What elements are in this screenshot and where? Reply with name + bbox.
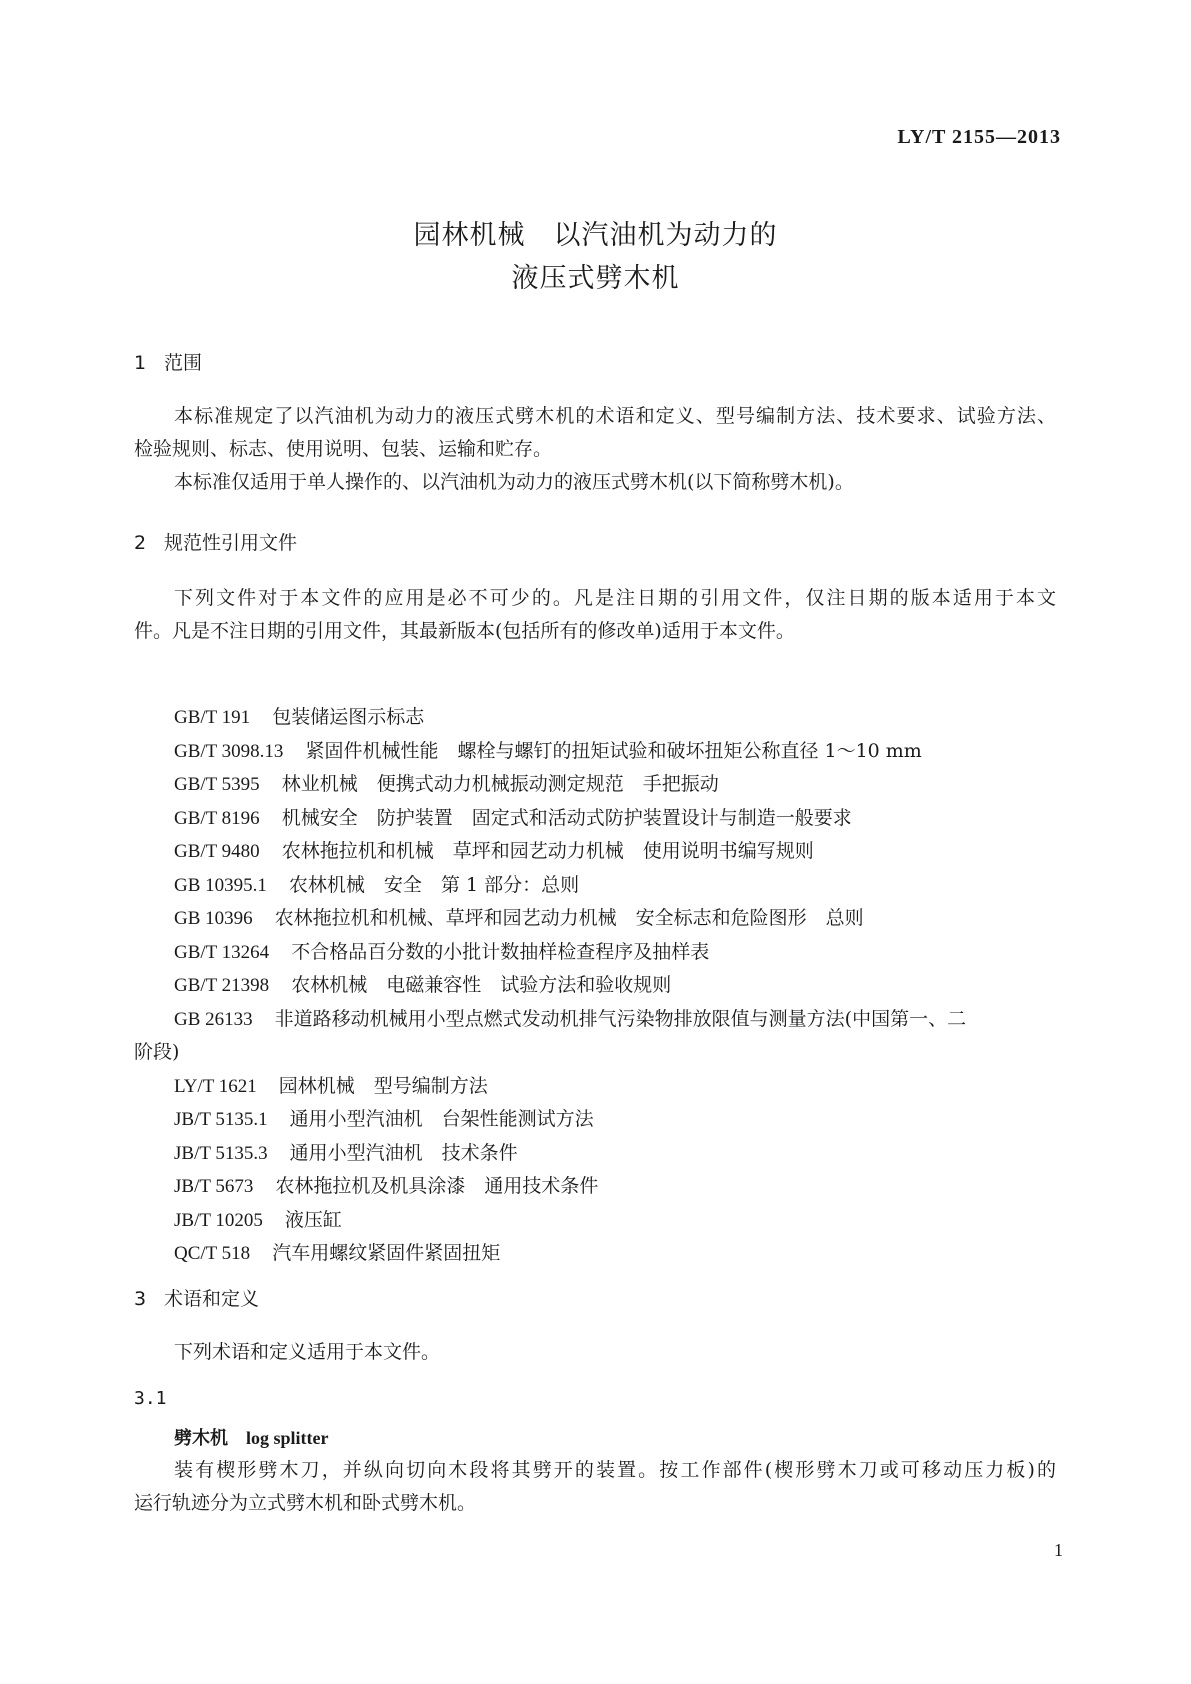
reference-item <box>134 969 1056 1003</box>
reference-item <box>134 835 1056 869</box>
reference-title: 园林机械 型号编制方法 <box>278 1074 488 1097</box>
section-3-title: 术语和定义 <box>164 1288 260 1310</box>
reference-code: GB 26133 <box>174 1008 253 1030</box>
reference-code: GB/T 3098.13 <box>174 740 284 762</box>
reference-code: GB/T 8196 <box>174 807 260 829</box>
definition-line-2: 运行轨迹分为立式劈木机和卧式劈木机。 <box>134 1492 477 1514</box>
section-3-number: 3 <box>134 1288 147 1310</box>
reference-code: QC/T 518 <box>174 1243 251 1264</box>
reference-item <box>134 1204 1056 1238</box>
reference-item <box>134 902 1056 936</box>
standard-code: LY/T 2155—2013 <box>897 126 1061 148</box>
term-entry <box>174 1424 329 1450</box>
reference-code: JB/T 10205 <box>174 1209 263 1231</box>
reference-item <box>134 936 1056 970</box>
reference-code: GB/T 21398 <box>174 975 270 996</box>
reference-title-continuation: 阶段) <box>134 1041 180 1063</box>
reference-title: 包装储运图示标志 <box>272 706 425 728</box>
reference-item <box>134 768 1056 802</box>
reference-item <box>134 701 1056 735</box>
section-1-body <box>134 400 1056 499</box>
reference-code: GB/T 9480 <box>174 841 260 862</box>
reference-title: 农林拖拉机和机械、草坪和园艺动力机械 安全标志和危险图形 总则 <box>274 907 864 929</box>
section-2-title: 规范性引用文件 <box>164 532 298 554</box>
section-2-number: 2 <box>134 532 147 554</box>
document-title-line-2: 液压式劈木机 <box>511 263 680 294</box>
document-title-line-1: 园林机械 以汽油机为动力的 <box>413 220 778 251</box>
reference-title: 汽车用螺纹紧固件紧固扭矩 <box>272 1242 501 1264</box>
reference-title: 农林机械 安全 第 1 部分：总则 <box>288 873 580 896</box>
reference-title: 林业机械 便携式动力机械振动测定规范 手把振动 <box>281 773 719 795</box>
reference-title: 农林拖拉机和机械 草坪和园艺动力机械 使用说明书编写规则 <box>281 840 814 862</box>
reference-code: JB/T 5135.1 <box>174 1109 268 1130</box>
reference-title: 通用小型汽油机 台架性能测试方法 <box>289 1108 594 1130</box>
section-1-heading <box>134 348 202 375</box>
section-2-intro <box>134 582 1056 648</box>
reference-item <box>134 735 1056 769</box>
reference-title: 液压缸 <box>284 1208 342 1231</box>
reference-code: JB/T 5673 <box>174 1176 254 1197</box>
reference-title: 不合格品百分数的小批计数抽样检查程序及抽样表 <box>291 940 710 963</box>
scope-para-1-line-2: 检验规则、标志、使用说明、包装、运输和贮存。 <box>134 438 553 460</box>
term-english: log splitter <box>246 1428 329 1448</box>
term-chinese: 劈木机 <box>174 1428 228 1449</box>
reference-code: JB/T 5135.3 <box>174 1142 268 1164</box>
normative-references-list <box>134 701 1056 1271</box>
scope-para-1-line-1: 本标准规定了以汽油机为动力的液压式劈木机的术语和定义、型号编制方法、技术要求、试验方法、 <box>174 405 1056 427</box>
page-number: 1 <box>1054 1540 1063 1560</box>
reference-item <box>134 802 1056 836</box>
reference-code: LY/T 1621 <box>174 1075 257 1097</box>
reference-item <box>134 869 1056 903</box>
reference-title: 农林拖拉机及机具涂漆 通用技术条件 <box>275 1175 599 1197</box>
section-1-title: 范围 <box>164 352 203 374</box>
reference-title: 机械安全 防护装置 固定式和活动式防护装置设计与制造一般要求 <box>281 806 852 829</box>
clause-number: 3.1 <box>134 1388 167 1409</box>
reference-item <box>134 1070 1056 1104</box>
reference-title: 非道路移动机械用小型点燃式发动机排气污染物排放限值与测量方法(中国第一、二 <box>274 1007 967 1030</box>
reference-item <box>134 1003 1056 1070</box>
terms-intro: 下列术语和定义适用于本文件。 <box>174 1341 441 1363</box>
reference-item <box>134 1103 1056 1137</box>
reference-title: 紧固件机械性能 螺栓与螺钉的扭矩试验和破坏扭矩公称直径 1～10 mm <box>305 739 922 762</box>
reference-item <box>134 1237 1056 1271</box>
reference-item <box>134 1137 1056 1171</box>
reference-code: GB/T 13264 <box>174 941 270 963</box>
reference-title: 农林机械 电磁兼容性 试验方法和验收规则 <box>291 974 672 996</box>
section-1-number: 1 <box>134 352 147 374</box>
reference-item <box>134 1170 1056 1204</box>
reference-code: GB/T 191 <box>174 707 251 728</box>
section-3-heading <box>134 1284 259 1311</box>
refs-intro-line-1: 下列文件对于本文件的应用是必不可少的。凡是注日期的引用文件，仅注日期的版本适用于本文 <box>174 587 1056 609</box>
scope-para-2: 本标准仅适用于单人操作的、以汽油机为动力的液压式劈木机(以下简称劈木机)。 <box>174 471 854 493</box>
section-3-intro <box>134 1336 1056 1369</box>
section-2-heading <box>134 528 297 555</box>
definition-line-1: 装有楔形劈木刀，并纵向切向木段将其劈开的装置。按工作部件(楔形劈木刀或可移动压力板)的 <box>174 1459 1056 1481</box>
term-definition <box>134 1454 1056 1520</box>
reference-code: GB 10395.1 <box>174 874 267 896</box>
refs-intro-line-2: 件。凡是不注日期的引用文件，其最新版本(包括所有的修改单)适用于本文件。 <box>134 620 795 642</box>
reference-title: 通用小型汽油机 技术条件 <box>289 1141 518 1164</box>
reference-code: GB/T 5395 <box>174 774 260 795</box>
reference-code: GB 10396 <box>174 908 253 929</box>
